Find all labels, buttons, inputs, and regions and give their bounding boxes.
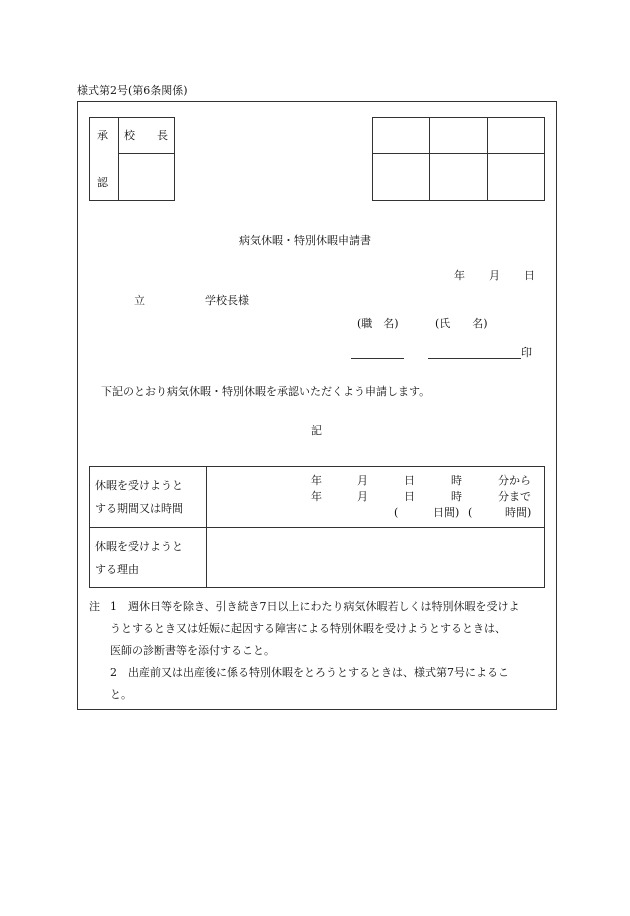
date-day: 日	[524, 269, 535, 282]
name-underline	[428, 358, 521, 359]
from-year: 年	[311, 474, 322, 487]
seal-grid	[372, 117, 545, 201]
approval-label-top: 承	[97, 129, 108, 142]
approval-label-bottom: 認	[97, 176, 108, 189]
date-year: 年	[454, 269, 465, 282]
reason-label-2: する理由	[95, 563, 139, 576]
addressee-ritsu: 立	[134, 294, 145, 307]
period-label-1: 休暇を受けようと	[95, 479, 183, 492]
approval-divider	[118, 117, 119, 201]
note-2-line-1: 出産前又は出産後に係る特別休暇をとろうとするときは、様式第7号によるこ	[128, 666, 509, 679]
name-label: (氏 名)	[435, 317, 488, 330]
seal-grid-vline-2	[487, 117, 488, 201]
from-day: 日	[404, 474, 415, 487]
reason-label-1: 休暇を受けようと	[95, 540, 183, 553]
total-open: (	[394, 506, 399, 519]
note-1-line-3: 医師の診断書等を添付すること。	[110, 644, 275, 657]
approval-hdivider	[118, 153, 175, 154]
addressee-principal: 学校長様	[205, 294, 249, 307]
seal-grid-vline-1	[429, 117, 430, 201]
total-open-2: (	[468, 506, 473, 519]
period-label-2: する期間又は時間	[95, 502, 183, 515]
form-number: 様式第2号(第6条関係)	[77, 84, 188, 97]
to-month: 月	[357, 490, 368, 503]
form-title: 病気休暇・特別休暇申請書	[239, 234, 371, 247]
date-month: 月	[489, 269, 500, 282]
from-month: 月	[357, 474, 368, 487]
seal-mark: 印	[521, 346, 532, 359]
note-1-number: 1	[110, 600, 117, 613]
seal-grid-hline	[372, 153, 545, 154]
position-label: (職 名)	[357, 317, 399, 330]
ki-label: 記	[311, 424, 322, 437]
to-tail: 分まで	[498, 490, 531, 503]
to-day: 日	[404, 490, 415, 503]
from-tail: 分から	[498, 474, 531, 487]
to-hour: 時	[451, 490, 462, 503]
position-underline	[351, 358, 404, 359]
request-text: 下記のとおり病気休暇・特別休暇を承認いただくよう申請します。	[101, 385, 431, 398]
notes-prefix: 注	[89, 600, 100, 613]
leave-table-hline	[89, 527, 545, 528]
note-1-line-1: 週休日等を除き、引き続き7日以上にわたり病気休暇若しくは特別休暇を受けよ	[128, 600, 520, 613]
note-2-line-2: と。	[110, 688, 132, 701]
total-hours: 時間)	[505, 506, 532, 519]
principal-label: 校 長	[124, 129, 168, 142]
total-days: 日間)	[433, 506, 460, 519]
note-2-number: 2	[110, 666, 117, 679]
to-year: 年	[311, 490, 322, 503]
from-hour: 時	[451, 474, 462, 487]
note-1-line-2: うとするとき又は妊娠に起因する障害による特別休暇を受けようとするときは、	[110, 622, 506, 635]
